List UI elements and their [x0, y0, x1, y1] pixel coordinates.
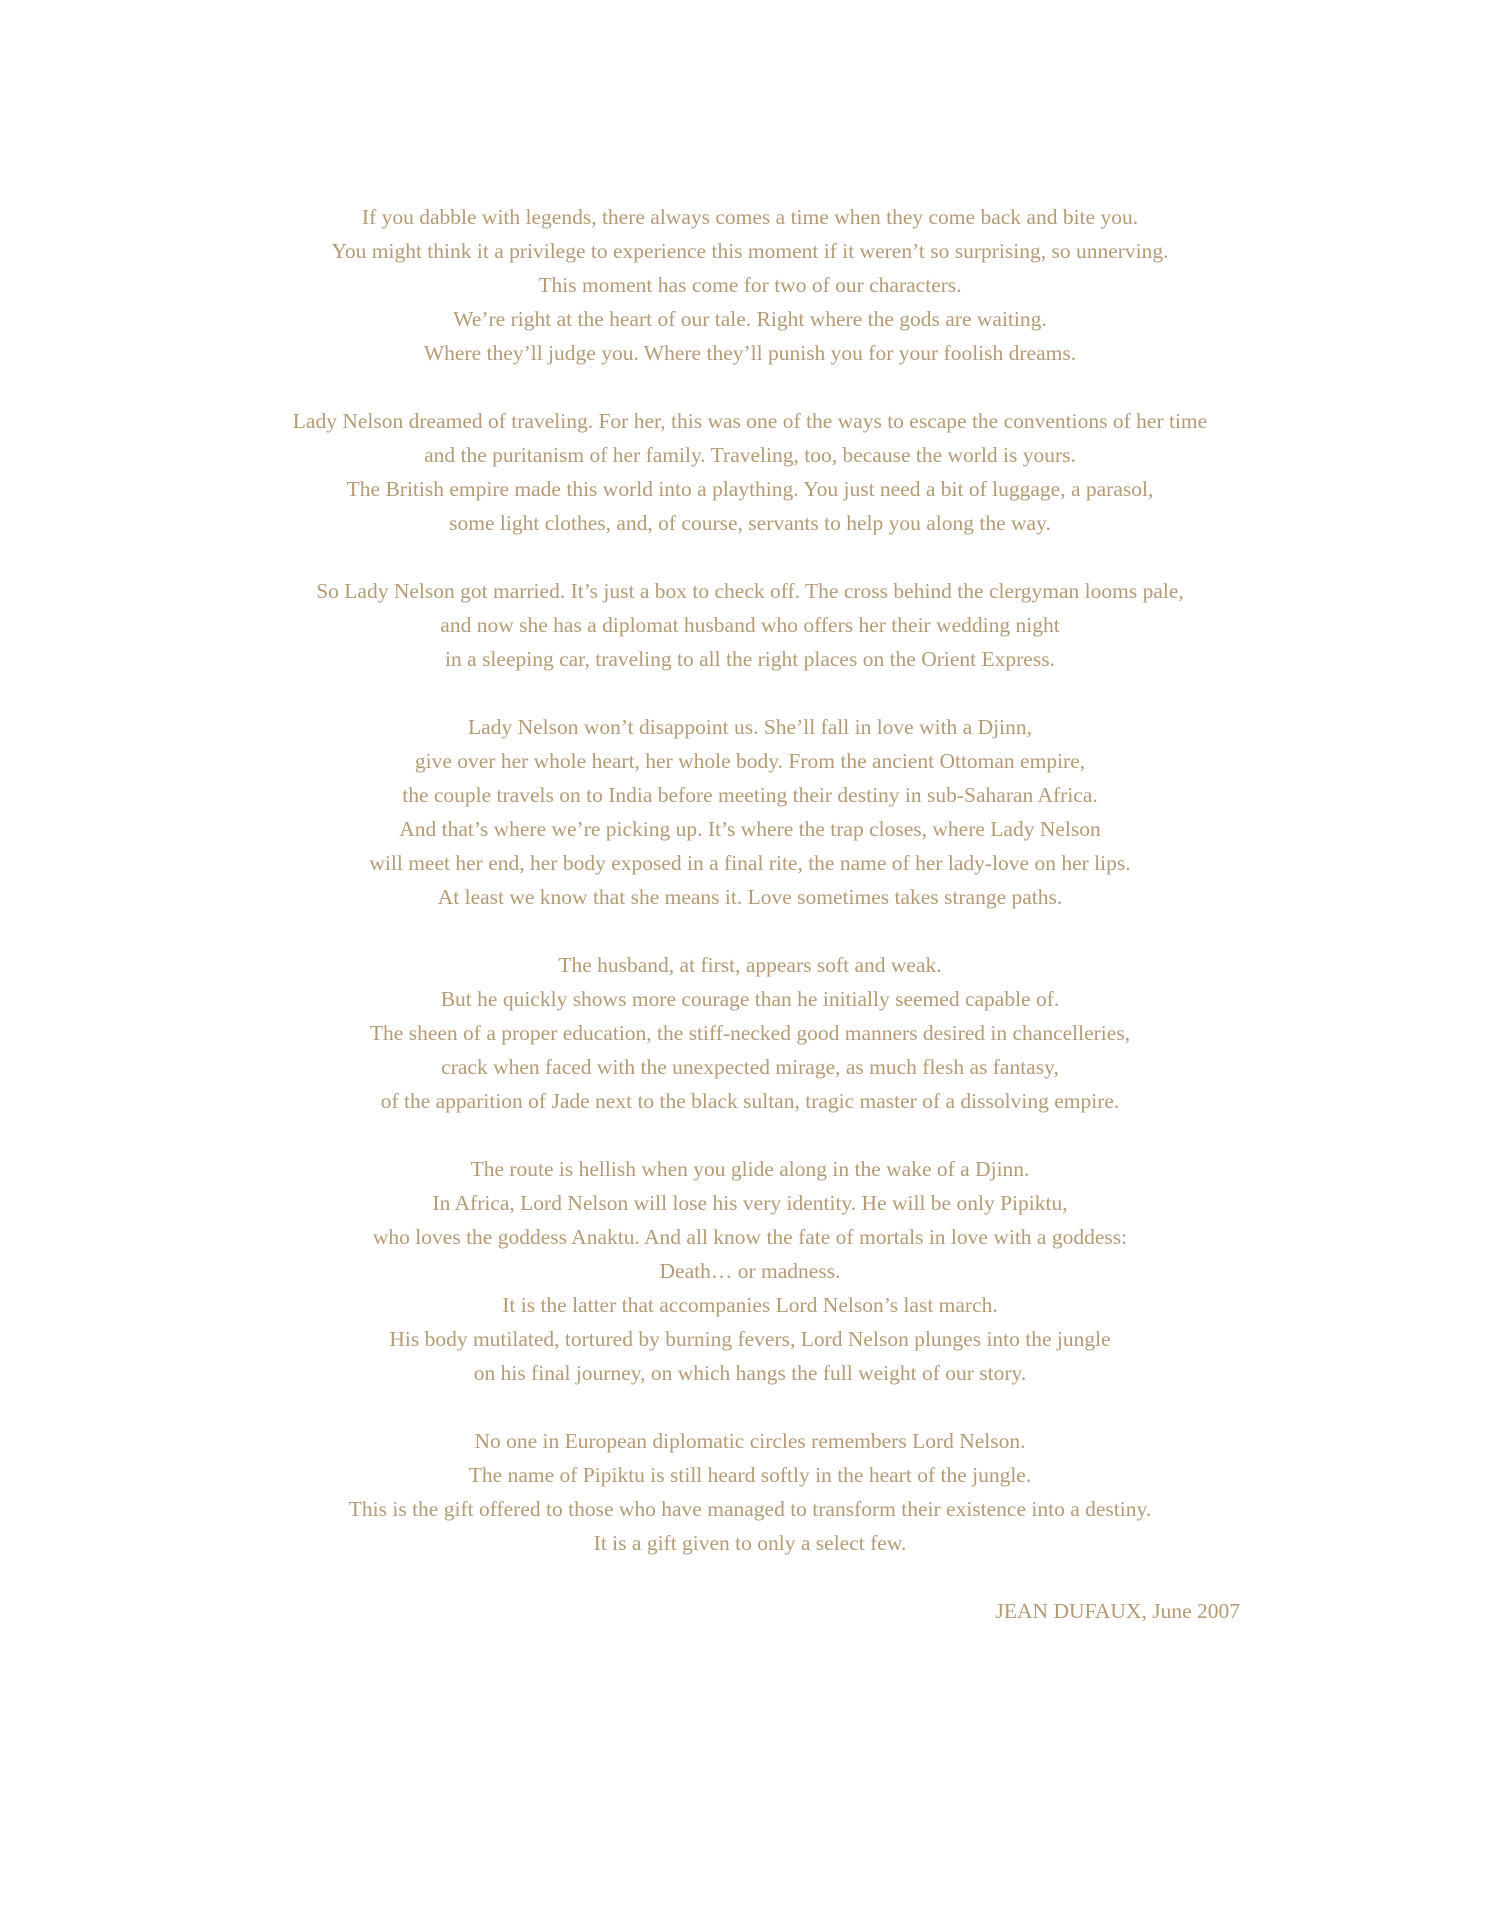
afterword-text — [180, 200, 1320, 1594]
text-line: The route is hellish when you glide along in the wake of a Djinn. — [470, 1157, 1030, 1181]
author-signature: JEAN DUFAUX, June 2007 — [995, 1599, 1240, 1623]
paragraph — [180, 1152, 1320, 1390]
text-line: You might think it a privilege to experience this moment if it weren’t so surprising, so unnerving. — [331, 239, 1169, 263]
text-line: and the puritanism of her family. Traveling, too, because the world is yours. — [424, 443, 1076, 467]
text-line: The name of Pipiktu is still heard softly in the heart of the jungle. — [468, 1463, 1032, 1487]
text-line: Where they’ll judge you. Where they’ll punish you for your foolish dreams. — [423, 341, 1077, 365]
text-line: crack when faced with the unexpected mirage, as much flesh as fantasy, — [441, 1055, 1059, 1079]
text-line: If you dabble with legends, there always comes a time when they come back and bite you. — [361, 205, 1139, 229]
text-line: The husband, at first, appears soft and weak. — [558, 953, 942, 977]
text-line: So Lady Nelson got married. It’s just a box to check off. The cross behind the clergyman looms pale, — [316, 579, 1184, 603]
text-line: This moment has come for two of our characters. — [538, 273, 962, 297]
paragraph — [180, 200, 1320, 370]
text-line: We’re right at the heart of our tale. Right where the gods are waiting. — [453, 307, 1047, 331]
text-line: And that’s where we’re picking up. It’s where the trap closes, where Lady Nelson — [399, 817, 1101, 841]
text-line: in a sleeping car, traveling to all the right places on the Orient Express. — [445, 647, 1055, 671]
text-line: and now she has a diplomat husband who offers her their wedding night — [440, 613, 1060, 637]
paragraph — [180, 1424, 1320, 1560]
text-line: But he quickly shows more courage than he initially seemed capable of. — [440, 987, 1060, 1011]
text-line: The sheen of a proper education, the stiff-necked good manners desired in chancelleries, — [369, 1021, 1131, 1045]
text-line: the couple travels on to India before meeting their destiny in sub-Saharan Africa. — [402, 783, 1098, 807]
text-line: of the apparition of Jade next to the black sultan, tragic master of a dissolving empire. — [380, 1089, 1120, 1113]
text-line: At least we know that she means it. Love sometimes takes strange paths. — [437, 885, 1063, 909]
text-line: The British empire made this world into a plaything. You just need a bit of luggage, a parasol, — [346, 477, 1154, 501]
paragraph — [180, 404, 1320, 540]
paragraph — [180, 948, 1320, 1118]
text-line: No one in European diplomatic circles remembers Lord Nelson. — [474, 1429, 1026, 1453]
text-line: Death… or madness. — [659, 1259, 841, 1283]
text-line: His body mutilated, tortured by burning fevers, Lord Nelson plunges into the jungle — [389, 1327, 1111, 1351]
text-line: will meet her end, her body exposed in a final rite, the name of her lady-love on her lips. — [369, 851, 1131, 875]
text-line: Lady Nelson won’t disappoint us. She’ll fall in love with a Djinn, — [468, 715, 1032, 739]
text-line: on his final journey, on which hangs the full weight of our story. — [473, 1361, 1027, 1385]
text-line: In Africa, Lord Nelson will lose his very identity. He will be only Pipiktu, — [432, 1191, 1068, 1215]
text-line: who loves the goddess Anaktu. And all know the fate of mortals in love with a goddess: — [372, 1225, 1128, 1249]
text-line: some light clothes, and, of course, servants to help you along the way. — [449, 511, 1051, 535]
text-line: This is the gift offered to those who have managed to transform their existence into a destiny. — [348, 1497, 1152, 1521]
text-line: It is the latter that accompanies Lord Nelson’s last march. — [502, 1293, 998, 1317]
paragraph — [180, 710, 1320, 914]
paragraph — [180, 574, 1320, 676]
text-line: give over her whole heart, her whole body. From the ancient Ottoman empire, — [414, 749, 1086, 773]
text-line: It is a gift given to only a select few. — [593, 1531, 907, 1555]
text-line: Lady Nelson dreamed of traveling. For her, this was one of the ways to escape the conventions of her time — [292, 409, 1208, 433]
